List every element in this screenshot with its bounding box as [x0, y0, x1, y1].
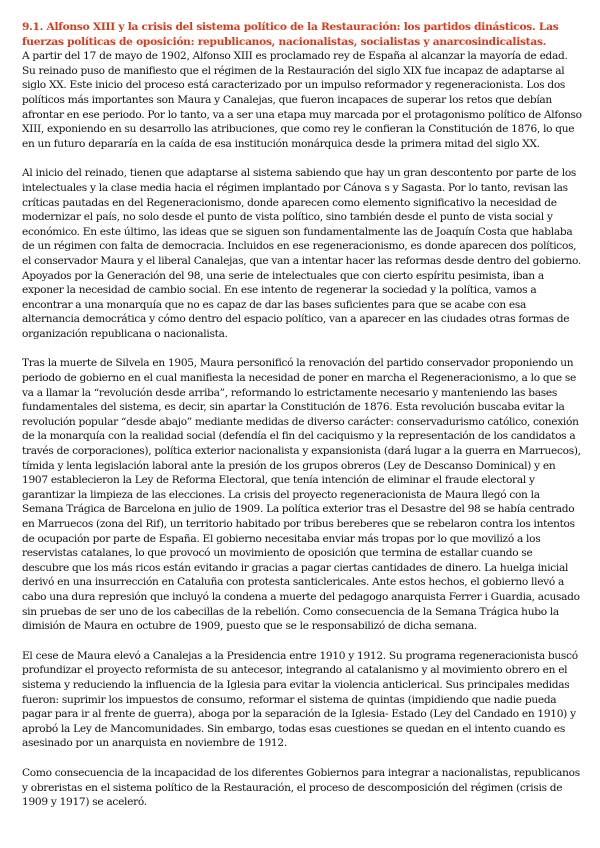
- paragraph-regeneracionismo: Al inicio del reinado, tienen que adaptarse al sistema sabiendo que hay un gran descontento por parte de los intelectuales y la clase media hacia el régimen implantado por Cánova s y Sagasta. Por lo tanto, revisan las críticas pautadas en del Regeneracionismo, donde aparecen como elemento significativo la necesidad de modernizar el país, no solo desde el punto de vista político, sino también desde el punto de vista social y económico. En este último, las ideas que se siguen son fundamentalmente las de Joaquín Costa que hablaba de un régimen con falta de democracia. Incluidos en ese regeneracionismo, es donde aparecen dos políticos, el conservador Maura y el liberal Canalejas, que van a intentar hacer las reformas desde dentro del gobierno. Apoyados por la Generación del 98, una serie de intelectuales que con cierto espíritu pesimista, iban a exponer la necesidad de cambio social. En ese intento de regenerar la sociedad y la política, vamos a encontrar a una monarquía que no es capaz de dar las bases suficientes para que se acabe con esa alternancia democrática y cómo dentro del espacio político, van a aparecer en las ciudades otras formas de organización republicana o nacionalista.: [22, 167, 582, 340]
- paragraph-reign-intro: A partir del 17 de mayo de 1902, Alfonso XIII es proclamado rey de España al alcanzar la mayoría de edad. Su reinado puso de manifiesto que el régimen de la Restauración del siglo XIX fue incapaz de adaptarse al siglo XX. Este inicio del proceso está caracterizado por un impulso reformador y regeneracionista. Los dos políticos más importantes son Maura y Canalejas, que fueron incapaces de superar los retos que debían afrontar en ese periodo. Por lo tanto, va a ser una etapa muy marcada por el protagonismo político de Alfonso XIII, exponiendo en su desarrollo las atribuciones, que como rey le confieran la Constitución de 1876, lo que en un futuro depararía en la caída de esa institución monárquica desde la primera mitad del siglo XX.: [22, 50, 582, 150]
- paragraph-conclusion: Como consecuencia de la incapacidad de los diferentes Gobiernos para integrar a nacionalistas, republicanos y obreristas en el sistema político de la Restauración, el proceso de descomposición del régimen (crisis de 1909 y 1917) se aceleró.: [22, 766, 580, 809]
- paragraph-maura: Tras la muerte de Silvela en 1905, Maura personificó la renovación del partido conservador proponiendo un periodo de gobierno en el cual manifiesta la necesidad de poner en marcha el Regeneracionismo, a lo que se va a llamar la “revolución desde arriba”, reformando lo estrictamente necesario y manteniendo las bases fundamentales del sistema, es decir, sin apartar la Constitución de 1876. Esta revolución buscaba evitar la revolución popular “desde abajo” mediante medidas de diverso carácter: conservadurismo católico, conexión de la monarquía con la realidad social (defendía el fin del caciquismo y la representación de los candidatos a través de corporaciones), política exterior nacionalista y expansionista (dará lugar a la guerra en Marruecos), tímida y lenta legislación laboral ante la presión de los grupos obreros (Ley de Descanso Dominical) y en 1907 establecieron la Ley de Reforma Electoral, que tenía intención de eliminar el fraude electoral y garantizar la limpieza de las elecciones. La crisis del proyecto regeneracionista de Maura llegó con la Semana Trágica de Barcelona en julio de 1909. La política exterior tras el Desastre del 98 se había centrado en Marruecos (zona del Rif), un territorio habitado por tribus bereberes que se rebelaron contra los intentos de ocupación por parte de España. El gobierno necesitaba enviar más tropas por lo que movilizó a los reservistas catalanes, lo que provocó un movimiento de oposición que termina de estallar cuando se descubre que los más ricos están evitando ir gracias a pagar ciertas cantidades de dinero. La huelga inicial derivó en una insurrección en Cataluña con protesta santiclericales. Ante estos hechos, el gobierno llevó a cabo una dura represión que incluyó la condena a muerte del pedagogo anarquista Ferrer i Guardia, acusado sin pruebas de ser uno de los cabecillas de la rebelión. Como consecuencia de la Semana Trágica hubo la dimisión de Maura en octubre de 1909, puesto que se le responsabilizó de dicha semana.: [22, 357, 581, 633]
- section-title: 9.1. Alfonso XIII y la crisis del sistema político de la Restauración: los partidos dinásticos. Las fuerzas políticas de oposición: republicanos, nacionalistas, socialistas y anarcosindicalistas.: [22, 21, 559, 48]
- paragraph-canalejas: El cese de Maura elevó a Canalejas a la Presidencia entre 1910 y 1912. Su programa regeneracionista buscó profundizar el proyecto reformista de su antecesor, integrando al catalanismo y al movimiento obrero en el sistema y reduciendo la influencia de la Iglesia para evitar la violencia anticlerical. Sus principales medidas fueron: suprimir los impuestos de consumo, reformar el sistema de quintas (impidiendo que nadie pueda pagar para ir al frente de guerra), aboga por la separación de la Iglesia- Estado (Ley del Candado en 1910) y aprobó la Ley de Mancomunidades. Sin embargo, todas esas cuestiones se quedan en el intento cuando es asesinado por un anarquista en noviembre de 1912.: [22, 649, 578, 750]
